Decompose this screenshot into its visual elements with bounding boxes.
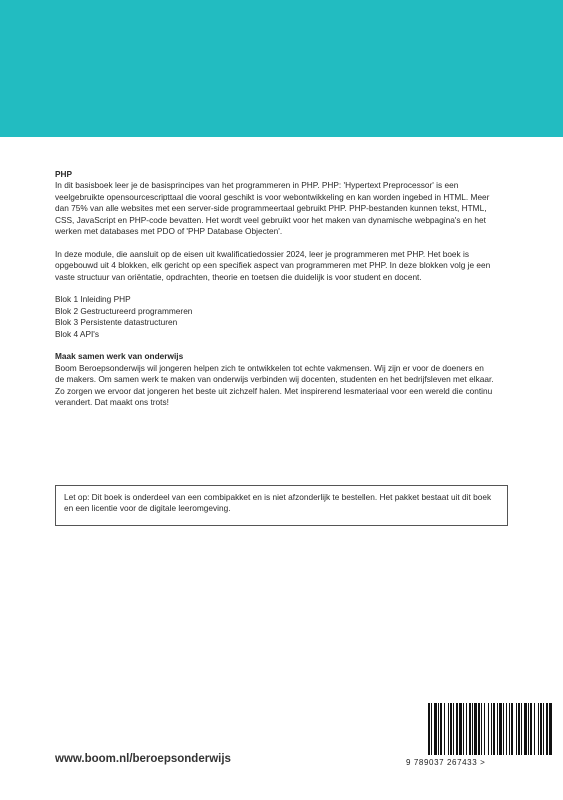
barcode-icon	[426, 703, 552, 765]
barcode-bar	[466, 703, 467, 755]
module-paragraph: In deze module, die aansluit op de eisen uit kwalificatiedossier 2024, leer je programmeren met PHP. Het boek is opgebouwd uit 4 blokken, elk gericht op een specifiek aspect van programmeren met PHP. In deze blokken volg je een vaste structuur van oriëntatie, opdrachten, theorie en toetsen die duidelijk is voor student en docent.	[55, 248, 491, 282]
block-list	[55, 294, 495, 340]
barcode-bar	[506, 703, 507, 755]
barcode-bar	[478, 703, 480, 755]
barcode-bar	[503, 703, 504, 755]
barcode-bar	[428, 703, 430, 755]
barcode-bar	[528, 703, 529, 755]
notice-text: Let op: Dit boek is onderdeel van een combipakket en is niet afzonderlijk te bestellen. Het pakket bestaat uit dit boek en een licentie voor de digitale leeromgeving.	[64, 492, 492, 514]
barcode-bar	[491, 703, 492, 755]
intro-paragraph: In dit basisboek leer je de basisprincipes van het programmeren in PHP. PHP: 'Hypertext Preprocessor' is een veelgebruikte opensourcescripttaal die vooral geschikt is voor webontwikkeling en kan worden ingebed in HTML. Meer dan 75% van alle websites met een server-side programmeertaal gebruikt PHP. PHP-bestanden kunnen tekst, HTML, CSS, JavaScript en PHP-code bevatten. Het wordt veel gebruikt voor het maken van dynamische webpagina's en het werken met databases met PDO of 'PHP Database Objecten'.	[55, 180, 490, 237]
barcode-bar	[543, 703, 544, 755]
barcode-bar	[481, 703, 482, 755]
barcode-bar	[516, 703, 517, 755]
barcode-bar	[456, 703, 458, 755]
barcode-bar	[474, 703, 477, 755]
barcode-bar	[549, 703, 552, 755]
barcode-bar	[450, 703, 452, 755]
barcode-bar	[493, 703, 495, 755]
barcode-bar	[434, 703, 437, 755]
barcode-bar	[488, 703, 489, 755]
publisher-title: Maak samen werk van onderwijs	[55, 351, 184, 362]
barcode-bar	[546, 703, 548, 755]
barcode-bar	[534, 703, 535, 755]
barcode-bar	[538, 703, 539, 755]
barcode-bar	[440, 703, 442, 755]
block-item: Blok 4 API's	[55, 328, 100, 339]
back-cover-text	[55, 169, 495, 408]
barcode-bar	[540, 703, 542, 755]
block-item: Blok 1 Inleiding PHP	[55, 294, 131, 305]
isbn-number: 9 789037 267433 >	[406, 758, 486, 767]
barcode-bar	[518, 703, 520, 755]
barcode-bar	[524, 703, 527, 755]
block-item: Blok 3 Persistente datastructuren	[55, 317, 178, 328]
barcode-bar	[444, 703, 445, 755]
publisher-paragraph: Boom Beroepsonderwijs wil jongeren helpen zich te ontwikkelen tot echte vakmensen. Wij zijn er voor de doeners en de makers. Om samen werk te maken van onderwijs verbinden wij docenten, studenten en het bedrijfsleven met elkaar. Zo zorgen we ervoor dat jongeren het beste uit zichzelf halen. Met inspirerend lesmateriaal voor een wereld die continu verandert. Dat maakt ons trots!	[55, 362, 494, 408]
barcode-bar	[484, 703, 485, 755]
barcode-bar	[438, 703, 439, 755]
notice-box	[55, 485, 508, 526]
intro-title: PHP	[55, 169, 73, 179]
barcode-bar	[453, 703, 454, 755]
barcode-bar	[459, 703, 462, 755]
top-color-band	[0, 0, 563, 137]
barcode-bar	[448, 703, 449, 755]
barcode-bar	[530, 703, 532, 755]
block-item: Blok 2 Gestructureerd programmeren	[55, 305, 193, 316]
barcode-bar	[463, 703, 464, 755]
barcode-bar	[511, 703, 513, 755]
barcode-bar	[472, 703, 473, 755]
website-url[interactable]: www.boom.nl/beroepsonderwijs	[55, 753, 231, 765]
barcode-bar	[431, 703, 432, 755]
barcode-bar	[499, 703, 502, 755]
barcode-bar	[469, 703, 471, 755]
barcode-bar	[497, 703, 498, 755]
barcode-bar	[509, 703, 510, 755]
barcode-bar	[521, 703, 522, 755]
